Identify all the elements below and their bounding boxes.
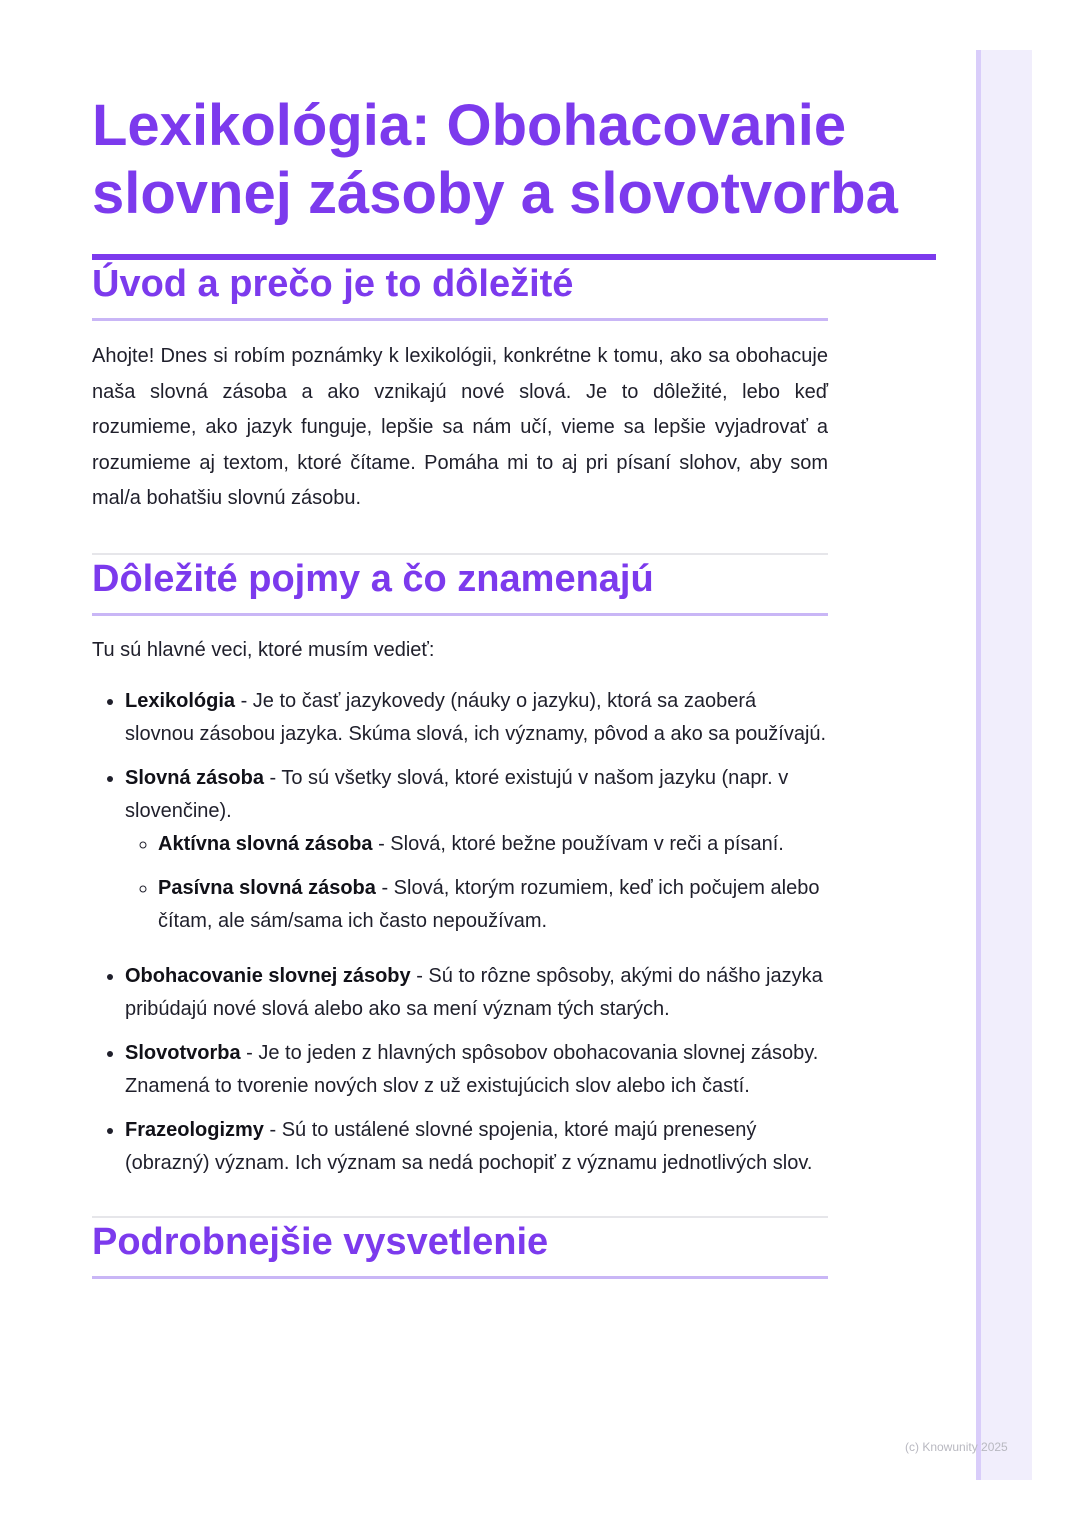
copyright-footer: (c) Knowunity 2025 xyxy=(905,1440,1008,1454)
term-definition: - Je to časť jazykovedy (náuky o jazyku), ktorá sa zaoberá slovnou zásobou jazyka. Skúma slová, ich významy, pôvod a ako sa používajú. xyxy=(125,689,827,745)
term-definition: - Slová, ktorým rozumiem, keď ich počujem alebo čítam, ale sám/sama ich často nepoužívam. xyxy=(158,876,820,932)
term-definition: - Je to jeden z hlavných spôsobov obohacovania slovnej zásoby. Znamená to tvorenie nových slov z už existujúcich slov alebo ich častí. xyxy=(125,1041,819,1097)
term-definition: - Sú to ustálené slovné spojenia, ktoré majú prenesený (obrazný) význam. Ich význam sa nedá pochopiť z významu jednotlivých slov. xyxy=(125,1118,813,1174)
list-item-pasivna xyxy=(158,872,828,938)
sub-terms-list xyxy=(125,828,828,938)
list-item-slovna-zasoba xyxy=(125,762,828,938)
list-item-obohacovanie xyxy=(125,960,828,1026)
page-side-strip xyxy=(976,50,1032,1480)
section-heading-details: Podrobnejšie vysvetlenie xyxy=(92,1218,828,1279)
section-heading-intro: Úvod a prečo je to dôležité xyxy=(92,260,828,321)
term-label: Slovná zásoba xyxy=(125,766,264,789)
terms-list xyxy=(92,685,828,1180)
document-content xyxy=(92,92,898,1279)
term-label: Lexikológia xyxy=(125,689,236,712)
list-item-lexikologia xyxy=(125,685,828,751)
term-definition: - Sú to rôzne spôsoby, akými do nášho jazyka pribúdajú nové slová alebo ako sa mení význam tých starých. xyxy=(125,964,823,1020)
intro-paragraph: Ahojte! Dnes si robím poznámky k lexikológii, konkrétne k tomu, ako sa obohacuje naša slovná zásoba a ako vznikajú nové slová. Je to dôležité, lebo keď rozumieme, ako jazyk funguje, lepšie sa nám učí, vieme sa lepšie vyjadrovať a rozumieme aj textom, ktoré čítame. Pomáha mi to aj pri písaní slohov, aby som mal/a bohatšiu slovnú zásobu. xyxy=(92,345,828,509)
section-heading-terms: Dôležité pojmy a čo znamenajú xyxy=(92,555,828,616)
term-label: Obohacovanie slovnej zásoby xyxy=(125,964,411,987)
document-title: Lexikológia: Obohacovanie slovnej zásoby a slovotvorba xyxy=(92,93,898,226)
terms-intro: Tu sú hlavné veci, ktoré musím vedieť: xyxy=(92,638,435,661)
term-label: Aktívna slovná zásoba xyxy=(158,832,373,855)
list-item-aktivna xyxy=(158,828,828,861)
list-item-slovotvorba xyxy=(125,1037,828,1103)
term-label: Slovotvorba xyxy=(125,1041,241,1064)
term-definition: - Slová, ktoré bežne používam v reči a písaní. xyxy=(372,832,784,855)
term-label: Frazeologizmy xyxy=(125,1118,264,1141)
term-label: Pasívna slovná zásoba xyxy=(158,876,376,899)
term-definition: - To sú všetky slová, ktoré existujú v našom jazyku (napr. v slovenčine). xyxy=(125,766,789,822)
list-item-frazeologizmy xyxy=(125,1114,828,1180)
